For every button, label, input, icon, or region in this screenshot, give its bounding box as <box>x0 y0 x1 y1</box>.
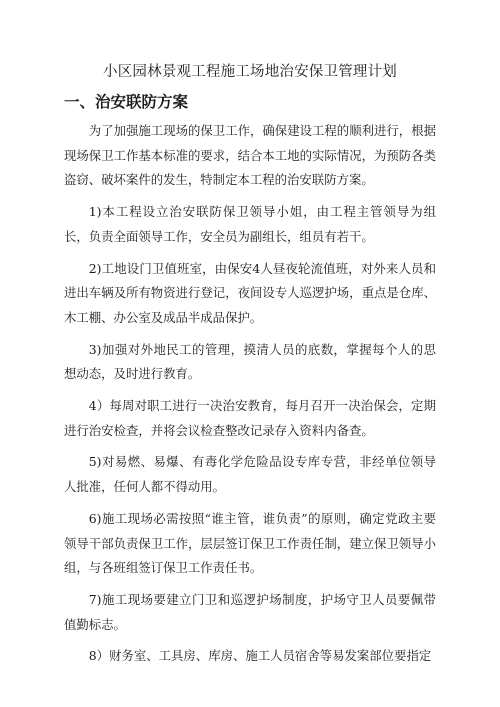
section-heading: 一、治安联防方案 <box>64 93 189 111</box>
paragraph-item-5: 5)对易燃、易爆、有毒化学危险品设专库专营，非经单位领导人批准，任何人都不得动用。 <box>64 454 436 495</box>
document-title: 小区园林景观工程施工场地治安保卫管理计划 <box>103 64 397 80</box>
paragraph-item-7: 7)施工现场要建立门卫和巡逻护场制度，护场守卫人员要佩带值勤标志。 <box>64 591 436 632</box>
paragraph-item-2: 2)工地设门卫值班室，由保安4人昼夜轮流值班，对外来人员和进出车辆及所有物资进行登记，夜间设专人巡逻护场，重点是仓库、木工棚、办公室及成品半成品保护。 <box>64 260 436 325</box>
paragraph-item-6: 6)施工现场必需按照“谁主管，谁负责”的原则，确定党政主要领导干部负责保卫工作，层层签订保卫工作责任制，建立保卫领导小组，与各班组签订保卫工作责任书。 <box>64 510 436 576</box>
paragraph-item-1: 1)本工程设立治安联防保卫领导小姐，由工程主管领导为组长，负责全面领导工作，安全员为副组长，组员有若干。 <box>64 204 436 244</box>
document-body <box>64 119 436 676</box>
paragraph-item-4: 4）每周对职工进行一决治安教育，每月召开一决治保会，定期进行治安检查，并将会议检查整改记录存入资料内备查。 <box>64 398 436 438</box>
paragraph-intro: 为了加强施工现场的保卫工作，确保建设工程的顺利进行，根据现场保卫工作基本标准的要求，结合本工地的实际情况，为预防各类盗窃、破坏案件的发生，特制定本工程的治安联防方案。 <box>64 123 436 188</box>
paragraph-item-3: 3)加强对外地民工的管理，摸清人员的底数，掌握每个人的思想动态，及时进行教育。 <box>64 341 436 382</box>
paragraph-item-8: 8）财务室、工具房、库房、施工人员宿舍等易发案部位要指定 <box>88 648 432 664</box>
